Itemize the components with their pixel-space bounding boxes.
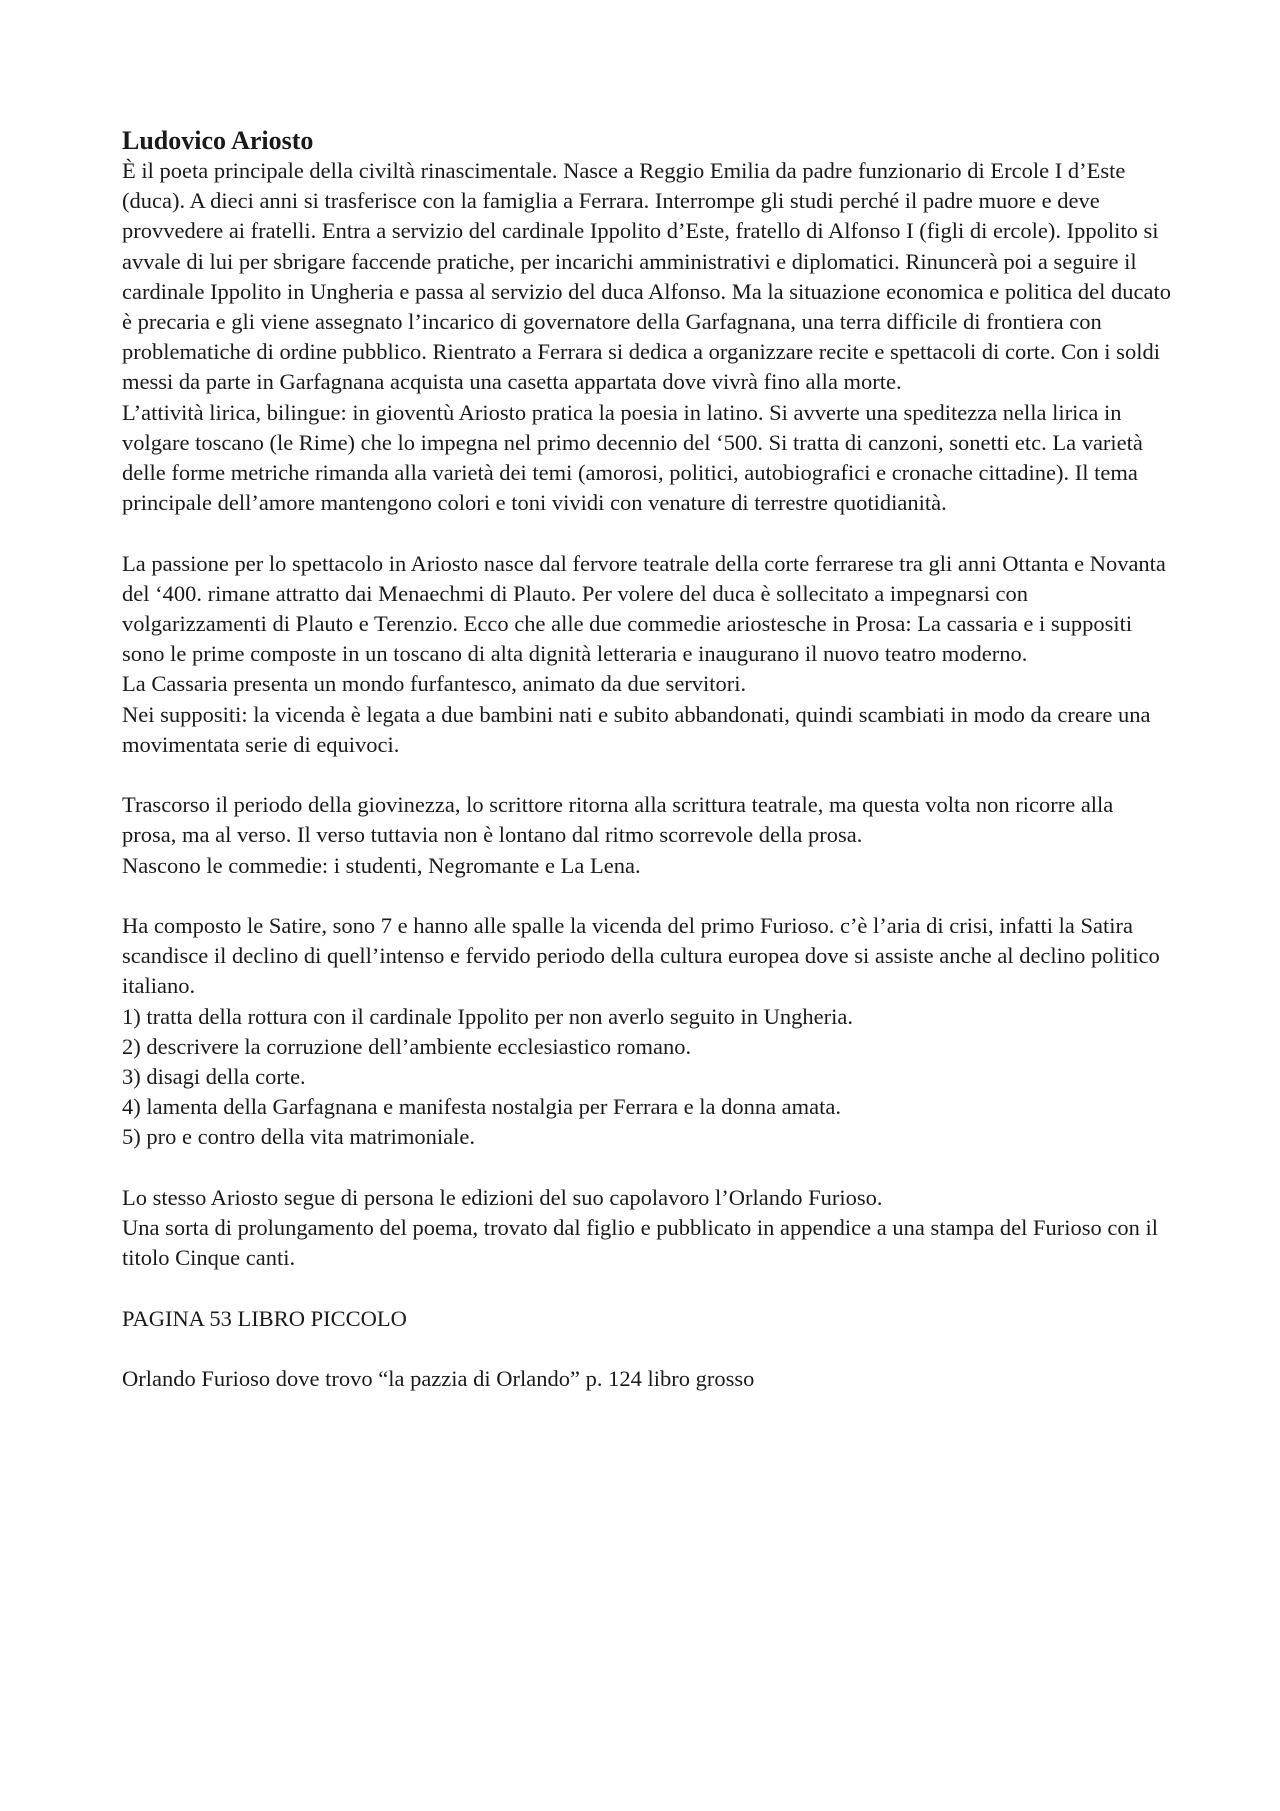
paragraph-gap [122,1334,1172,1364]
paragraph-gap [122,760,1172,790]
document-title: Ludovico Ariosto [122,126,314,155]
paragraph-cassaria: La Cassaria presenta un mondo furfantesco, animato da due servitori. [122,671,747,697]
document-page [122,126,1177,1394]
list-item: 3) disagi della corte. [122,1064,306,1090]
paragraph-biography: È il poeta principale della civiltà rinascimentale. Nasce a Reggio Emilia da padre funzionario di Ercole I d’Este (duca). A dieci anni si trasferisce con la famiglia a Ferrara. Interrompe gli studi perché il padre muore e deve provvedere ai fratelli. Entra a servizio del cardinale Ippolito d’Este, fratello di Alfonso I (figli di ercole). Ippolito si avvale di lui per sbrigare faccende pratiche, per incarichi amministrativi e diplomatici. Rinuncerà poi a seguire il cardinale Ippolito in Ungheria e passa al servizio del duca Alfonso. Ma la situazione economica e politica del ducato è precaria e gli viene assegnato l’incarico di governatore della Garfagnana, una terra difficile di frontiera con problematiche di ordine pubblico. Rientrato a Ferrara si dedica a organizzare recite e spettacoli di corte. Con i soldi messi da parte in Garfagnana acquista una casetta appartata dove vivrà fino alla morte. [122,158,1177,395]
paragraph-suppositi: Nei suppositi: la vicenda è legata a due bambini nati e subito abbandonati, quindi scambiati in modo da creare una movimentata serie di equivoci. [122,701,1157,757]
list-item: 5) pro e contro della vita matrimoniale. [122,1124,476,1150]
paragraph-gap [122,518,1172,548]
paragraph-cinque-canti: Una sorta di prolungamento del poema, trovato dal figlio e pubblicato in appendice a una stampa del Furioso con il titolo Cinque canti. [122,1215,1164,1271]
paragraph-gap [122,1153,1172,1183]
list-item: 4) lamenta della Garfagnana e manifesta nostalgia per Ferrara e la donna amata. [122,1094,842,1120]
list-item: 1) tratta della rottura con il cardinale Ippolito per non averlo seguito in Ungheria. [122,1003,853,1029]
paragraph-satire: Ha composto le Satire, sono 7 e hanno alle spalle la vicenda del primo Furioso. c’è l’aria di crisi, infatti la Satira scandisce il declino di quell’intenso e fervido periodo della cultura europea dove si assiste anche al declino politico italiano. [122,913,1166,999]
paragraph-verse-comedies: Trascorso il periodo della giovinezza, lo scrittore ritorna alla scrittura teatrale, ma questa volta non ricorre alla prosa, ma al verso. Il verso tuttavia non è lontano dal ritmo scorrevole della prosa. [122,792,1119,848]
paragraph-orlando-editions: Lo stesso Ariosto segue di persona le edizioni del suo capolavoro l’Orlando Furioso. [122,1184,883,1210]
paragraph-gap [122,1273,1172,1303]
list-item: 2) descrivere la corruzione dell’ambiente ecclesiastico romano. [122,1033,692,1059]
paragraph-gap [122,881,1172,911]
paragraph-comedies-list: Nascono le commedie: i studenti, Negromante e La Lena. [122,852,641,878]
satire-list [122,1002,1172,1153]
paragraph-page-reference: PAGINA 53 LIBRO PICCOLO [122,1305,407,1331]
paragraph-lyric-activity: L’attività lirica, bilingue: in gioventù Ariosto pratica la poesia in latino. Si avverte una speditezza nella lirica in volgare toscano (le Rime) che lo impegna nel primo decennio del ‘500. Si tratta di canzoni, sonetti etc. La varietà delle forme metriche rimanda alla varietà dei temi (amorosi, politici, autobiografici e cronache cittadine). Il tema principale dell’amore mantengono colori e toni vividi con venature di terrestre quotidianità. [122,399,1149,516]
paragraph-orlando-reference: Orlando Furioso dove trovo “la pazzia di Orlando” p. 124 libro grosso [122,1366,755,1392]
paragraph-theatre-passion: La passione per lo spettacolo in Ariosto nasce dal fervore teatrale della corte ferrarese tra gli anni Ottanta e Novanta del ‘400. rimane attratto dai Menaechmi di Plauto. Per volere del duca è sollecitato a impegnarsi con volgarizzamenti di Plauto e Terenzio. Ecco che alle due commedie ariostesche in Prosa: La cassaria e i suppositi sono le prime composte in un toscano di alta dignità letteraria e inaugurano il nuovo teatro moderno. [122,550,1172,667]
